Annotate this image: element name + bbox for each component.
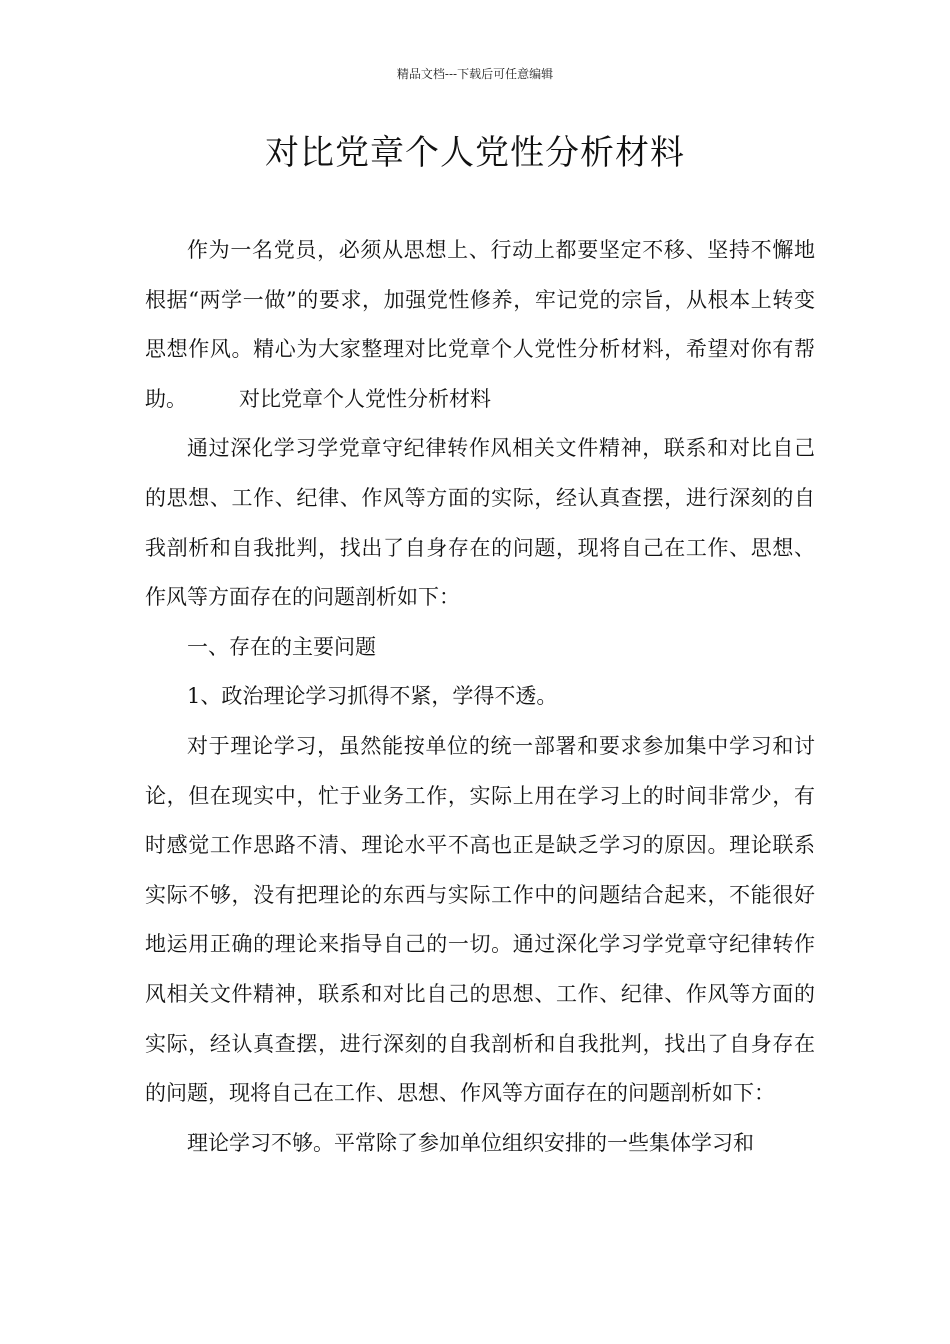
paragraph-intro — [145, 226, 815, 424]
subsection-heading: 1、政治理论学习抓得不紧，学得不透。 — [187, 684, 558, 709]
document-title: 对比党章个人党性分析材料 — [265, 133, 685, 173]
paragraph-intro-text: 作为一名党员，必须从思想上、行动上都要坚定不移、坚持不懈地根据“两学一做”的要求，加强党性修养，牢记党的宗旨，从根本上转变思想作风。精心为大家整理对比党章个人党性分析材料，希望对你有帮助。 — [145, 238, 815, 411]
paragraph: 对于理论学习，虽然能按单位的统一部署和要求参加集中学习和讨论，但在现实中，忙于业务工作，实际上用在学习上的时间非常少，有时感觉工作思路不清、理论水平不高也正是缺乏学习的原因。理论联系实际不够，没有把理论的东西与实际工作中的问题结合起来，不能很好地运用正确的理论来指导自己的一切。通过深化学习学党章守纪律转作风相关文件精神，联系和对比自己的思想、工作、纪律、作风等方面的实际，经认真查摆，进行深刻的自我剖析和自我批判，找出了自身存在的问题，现将自己在工作、思想、作风等方面存在的问题剖析如下： — [145, 733, 815, 1106]
section-heading: 一、存在的主要问题 — [187, 634, 376, 659]
paragraph: 通过深化学习学党章守纪律转作风相关文件精神，联系和对比自己的思想、工作、纪律、作风等方面的实际，经认真查摆，进行深刻的自我剖析和自我批判，找出了自身存在的问题，现将自己在工作、思想、作风等方面存在的问题剖析如下： — [145, 436, 815, 610]
inline-heading: 对比党章个人党性分析材料 — [239, 386, 491, 411]
paragraph: 理论学习不够。平常除了参加单位组织安排的一些集体学习和 — [187, 1130, 754, 1155]
header-note: 精品文档---下载后可任意编辑 — [396, 67, 554, 81]
document-body — [145, 226, 815, 1168]
